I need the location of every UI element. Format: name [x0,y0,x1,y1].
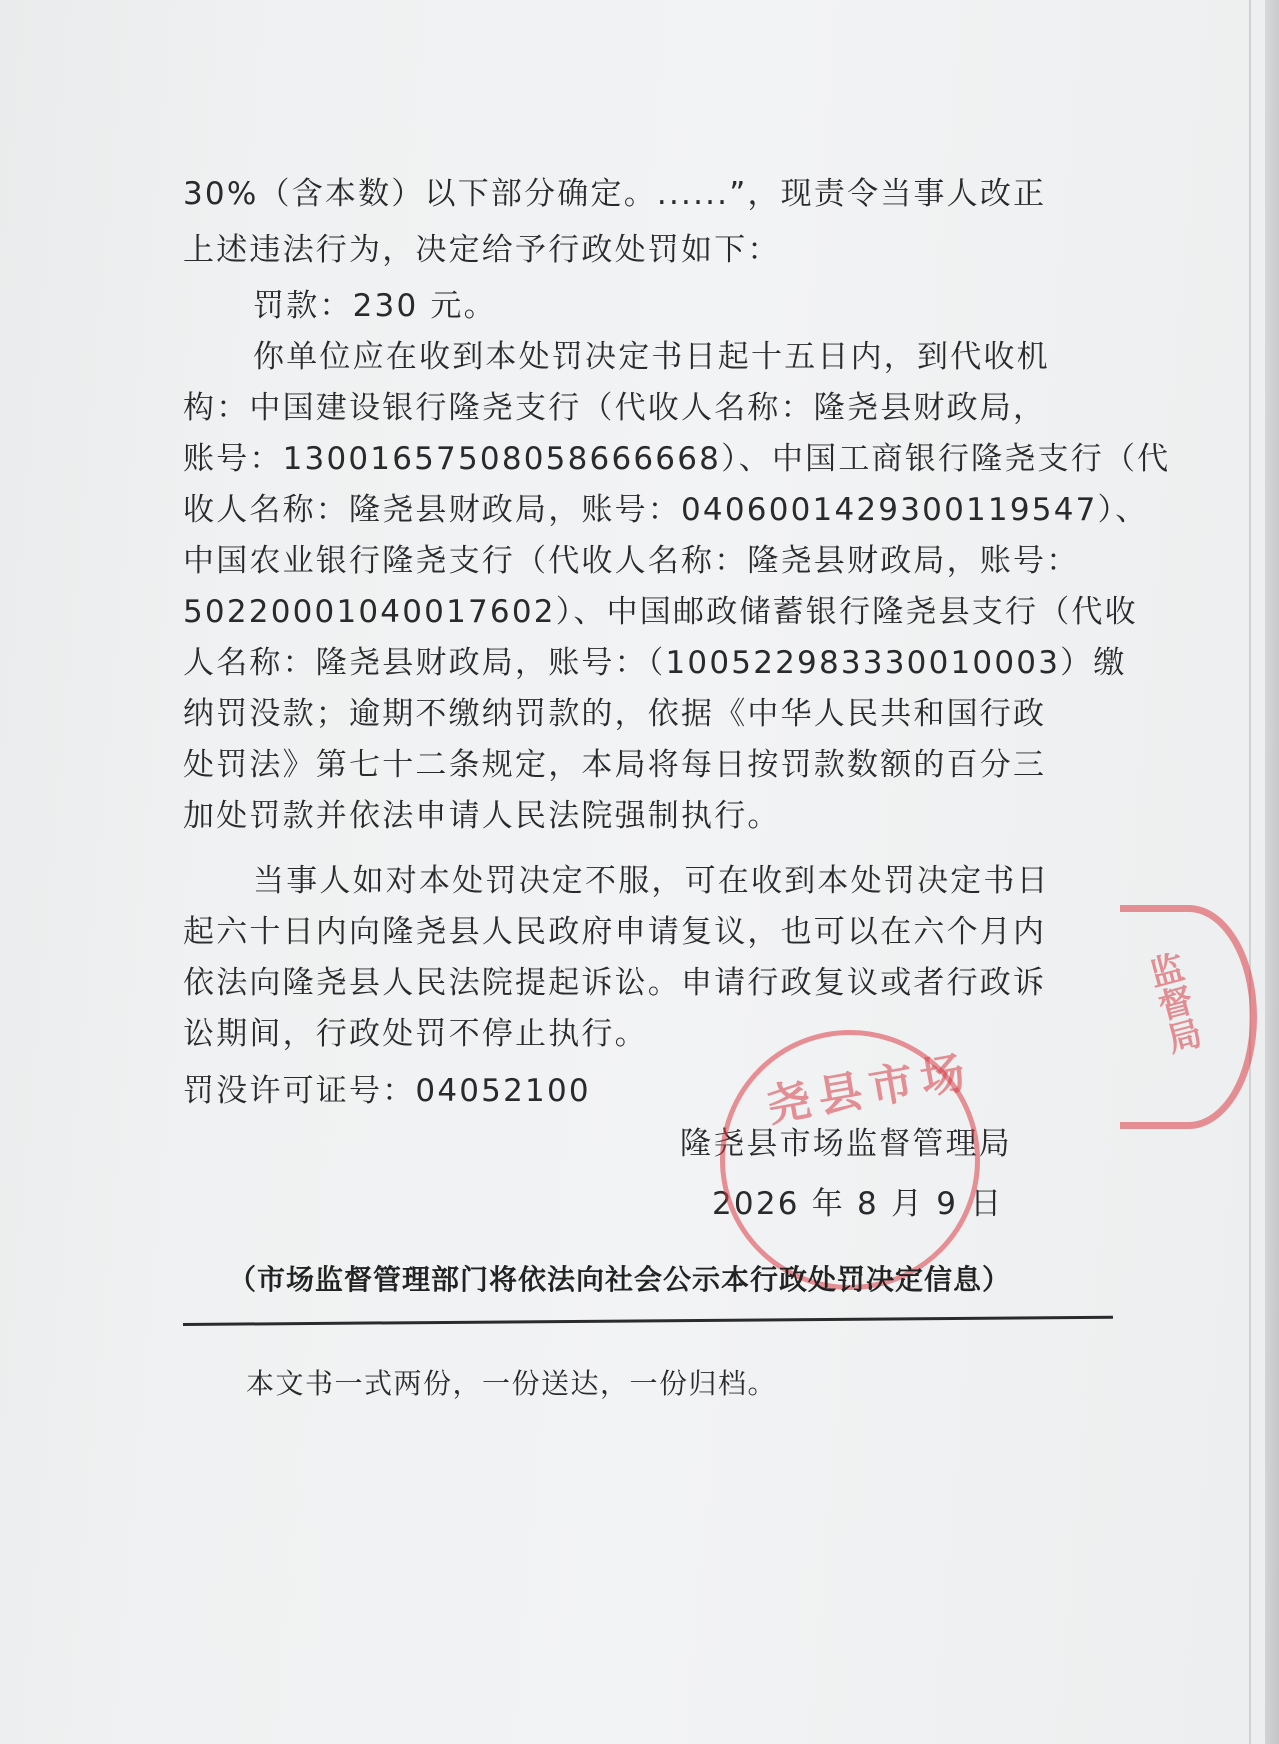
fine-amount: 罚款：230 元。 [253,288,497,324]
body-line-15: 起六十日内向隆尧县人民政府申请复议，也可以在六个月内 [183,914,1047,950]
body-line-11: 纳罚没款；逾期不缴纳罚款的，依据《中华人民共和国行政 [183,696,1047,732]
body-line-17: 讼期间，行政处罚不停止执行。 [183,1016,648,1052]
side-seal [1120,905,1257,1129]
body-line-6: 账号：13001657508058666668）、中国工商银行隆尧支行（代 [183,441,1171,477]
issue-date: 2026 年 8 月 9 日 [712,1186,1004,1222]
divider-rule [183,1316,1113,1326]
body-line-13: 加处罚款并依法申请人民法院强制执行。 [183,798,781,834]
official-seal-text: 尧县市场 [762,1046,977,1133]
body-line-14: 当事人如对本处罚决定不服，可在收到本处罚决定书日 [253,863,1050,899]
public-notice: （市场监督管理部门将依法向社会公示本行政处罚决定信息） [228,1263,1012,1296]
side-seal-text: 监督局 [1139,948,1205,1058]
body-line-5: 构：中国建设银行隆尧支行（代收人名称：隆尧县财政局， [183,390,1047,426]
issuing-organization: 隆尧县市场监督管理局 [680,1126,1012,1162]
paper-edge [1249,0,1251,1744]
footer-note: 本文书一式两份，一份送达，一份归档。 [246,1367,778,1400]
body-line-4: 你单位应在收到本处罚决定书日起十五日内，到代收机 [253,339,1050,375]
body-line-7: 收人名称：隆尧县财政局，账号：0406001429300119547）、 [183,492,1149,528]
body-line-10: 人名称：隆尧县财政局，账号：（100522983330010003）缴 [183,645,1127,681]
license-number: 罚没许可证号：04052100 [183,1073,591,1109]
body-line-9: 50220001040017602）、中国邮政储蓄银行隆尧县支行（代收 [183,594,1138,630]
body-line-16: 依法向隆尧县人民法院提起诉讼。申请行政复议或者行政诉 [183,965,1047,1001]
body-line-12: 处罚法》第七十二条规定，本局将每日按罚款数额的百分三 [183,747,1047,783]
body-line-2: 上述违法行为，决定给予行政处罚如下： [183,232,781,268]
body-line-1: 30%（含本数）以下部分确定。......”，现责令当事人改正 [183,176,1047,212]
official-seal [720,1030,980,1290]
body-line-8: 中国农业银行隆尧支行（代收人名称：隆尧县财政局，账号： [183,543,1080,579]
